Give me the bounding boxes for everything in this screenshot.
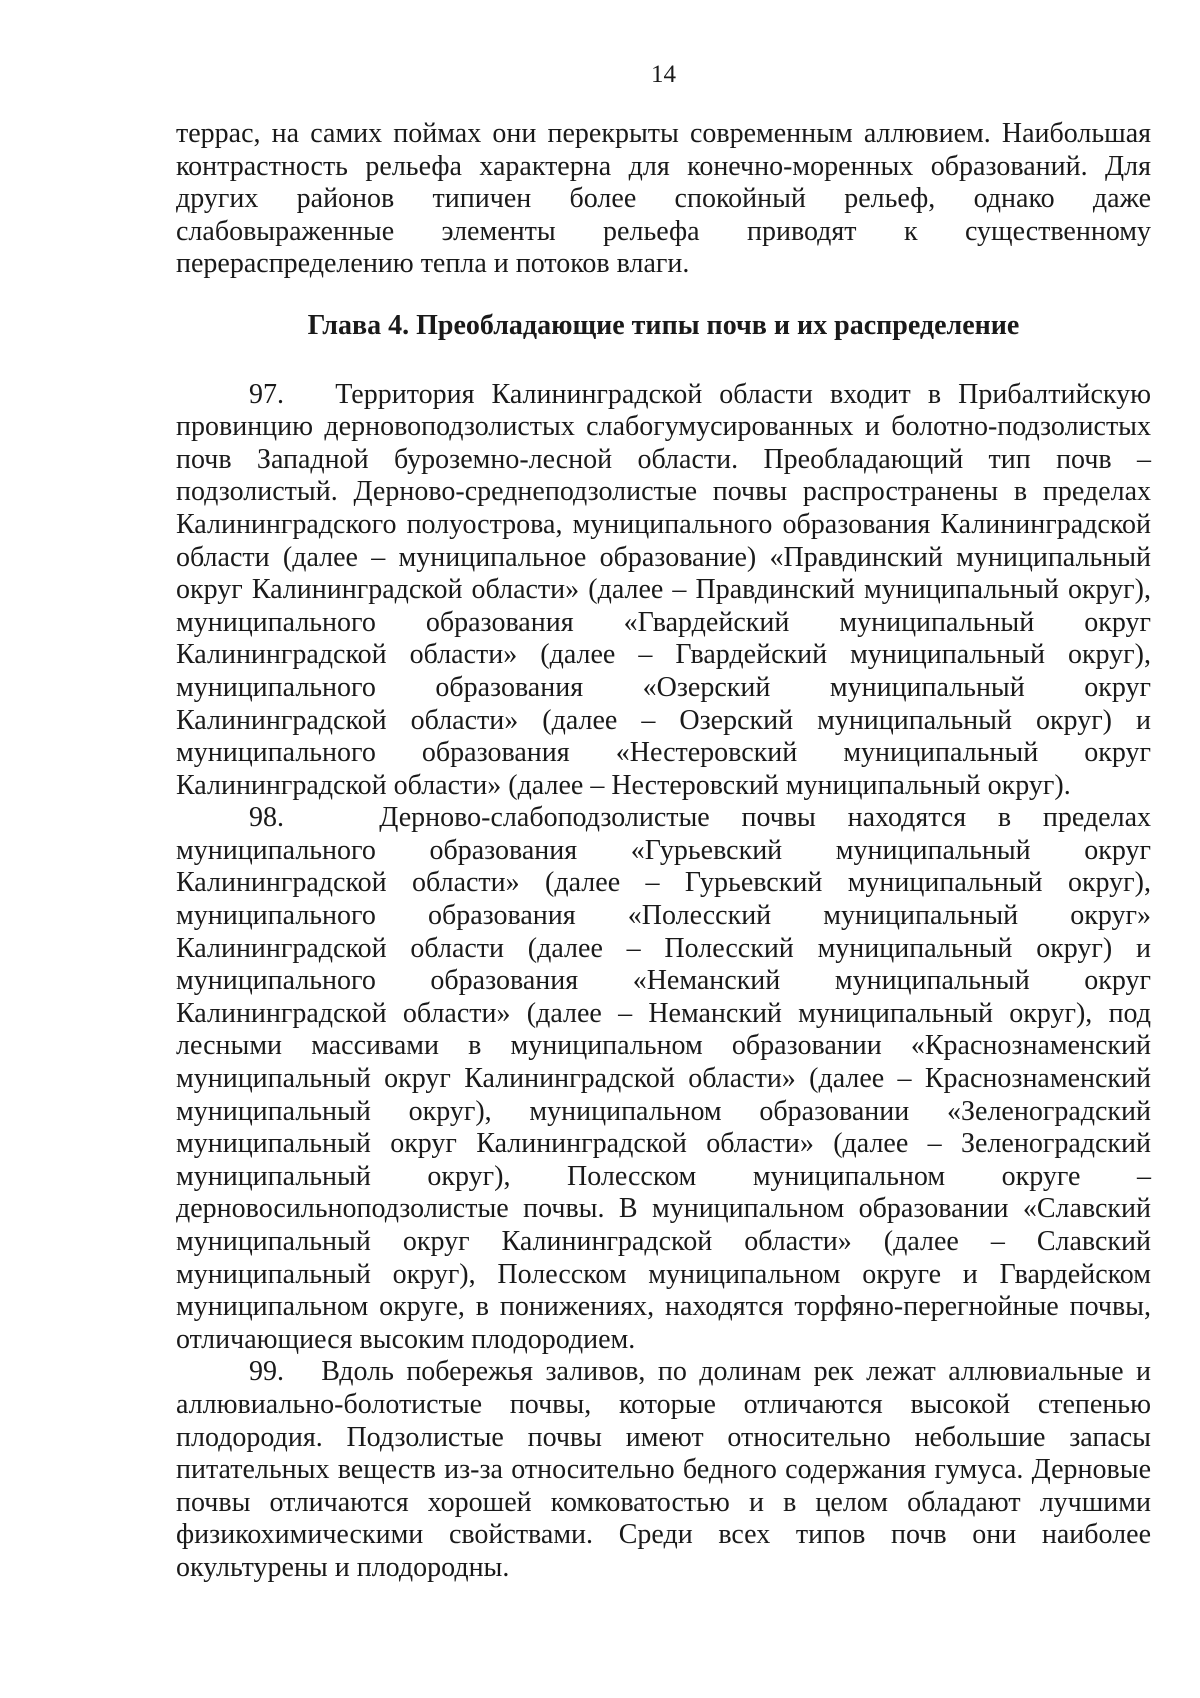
paragraph-text: Территория Калининградской области входит в Прибалтийскую провинцию дерновоподзолистых слабогумусированных и болотно-подзолистых почв Западной буроземно-лесной области. Преобладающий тип почв – подзолистый. Дерново-среднеподзолистые почвы распространены в пределах Калининградского полуострова, муниципального образования Калининградской области (далее – муниципальное образование) «Правдинский муниципальный округ Калининградской области» (далее – Правдинский муниципальный округ), муниципального образования «Гвардейский муниципальный округ Калининградской области» (далее – Гвардейский муниципальный округ), муниципального образования «Озерский муниципальный округ Калининградской области» (далее – Озерский муниципальный округ) и муниципального образования «Нестеровский муниципальный округ Калининградской области» (далее – Нестеровский муниципальный округ).	[176, 378, 1152, 801]
chapter-title: Глава 4. Преобладающие типы почв и их распределение	[307, 309, 1020, 341]
paragraph-97	[176, 379, 1151, 803]
paragraph-text: Дерново-слабоподзолистые почвы находятся в пределах муниципального образования «Гурьевский муниципальный округ Калининградской области» (далее – Гурьевский муниципальный округ), муниципального образования «Полесский муниципальный округ» Калининградской области (далее – Полесский муниципальный округ) и муниципального образования «Неманский муниципальный округ Калининградской области» (далее – Неманский муниципальный округ), под лесными массивами в муниципальном образовании «Краснознаменский муниципальный округ Калининградской области» (далее – Краснознаменский муниципальный округ), муниципальном образовании «Зеленоградский муниципальный округ Калининградской области» (далее – Зеленоградский муниципальный округ), Полесском муниципальном округе – дерновосильноподзолистые почвы. В муниципальном образовании «Славский муниципальный округ Калининградской области» (далее – Славский муниципальный округ), Полесском муниципальном округе и Гвардейском муниципальном округе, в понижениях, находятся торфяно-перегнойные почвы, отличающиеся высоким плодородием.	[176, 802, 1152, 1355]
document-body	[176, 118, 1151, 1585]
paragraph-number: 97.	[249, 378, 284, 410]
page-number: 14	[651, 61, 676, 88]
intro-paragraph: террас, на самих поймах они перекрыты современным аллювием. Наибольшая контрастность рельефа характерна для конечно-моренных образований. Для других районов типичен более спокойный рельеф, однако даже слабовыраженные элементы рельефа приводят к существенному перераспределению тепла и потоков влаги.	[176, 118, 1151, 280]
paragraph-text: Вдоль побережья заливов, по долинам рек лежат аллювиальные и аллювиально-болотистые почвы, которые отличаются высокой степенью плодородия. Подзолистые почвы имеют относительно небольшие запасы питательных веществ из-за относительно бедного содержания гумуса. Дерновые почвы отличаются хорошей комковатостью и в целом обладают лучшими физикохимическими свойствами. Среди всех типов почв они наиболее окультурены и плодородны.	[176, 1356, 1152, 1583]
paragraph-number: 99.	[249, 1356, 284, 1388]
paragraph-99	[176, 1356, 1151, 1584]
paragraph-98	[176, 802, 1151, 1356]
paragraph-number: 98.	[249, 802, 284, 834]
